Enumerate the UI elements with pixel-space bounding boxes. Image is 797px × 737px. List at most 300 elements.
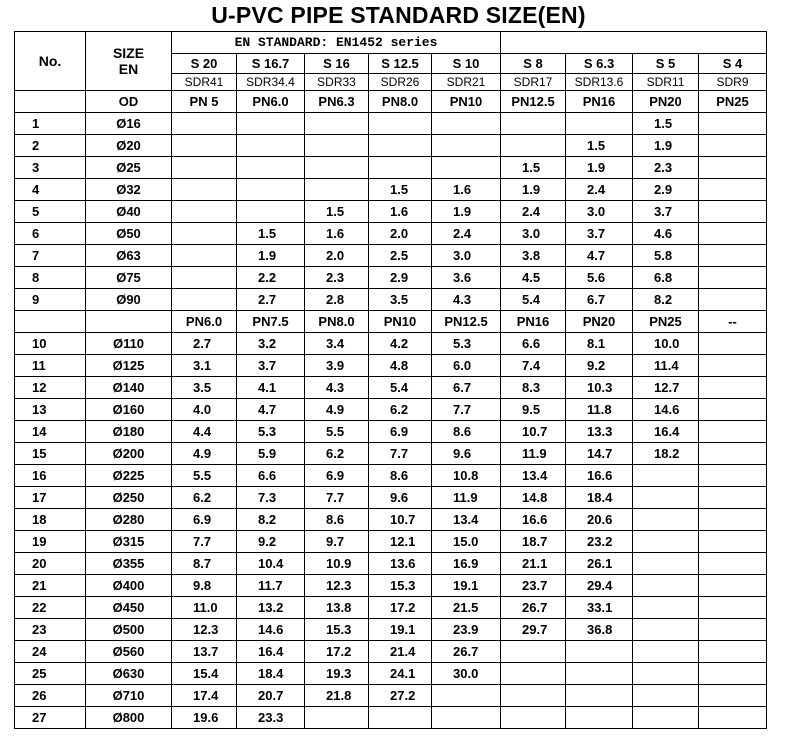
row-number: 7 <box>15 245 86 267</box>
thickness-cell <box>566 113 633 135</box>
thickness-cell <box>699 465 767 487</box>
thickness-cell: 2.0 <box>369 223 432 245</box>
thickness-cell: 15.0 <box>432 531 501 553</box>
thickness-cell: 4.1 <box>237 377 305 399</box>
od-value: Ø140 <box>86 377 172 399</box>
size-header-line1: SIZE <box>112 45 145 61</box>
thickness-cell: 15.3 <box>369 575 432 597</box>
od-value: Ø160 <box>86 399 172 421</box>
od-value: Ø180 <box>86 421 172 443</box>
thickness-cell: 8.1 <box>566 333 633 355</box>
thickness-cell: 18.4 <box>566 487 633 509</box>
thickness-cell: 18.7 <box>501 531 566 553</box>
pn-cell: PN8.0 <box>369 91 432 113</box>
thickness-cell: 10.4 <box>237 553 305 575</box>
thickness-cell: 4.9 <box>305 399 369 421</box>
thickness-cell <box>566 641 633 663</box>
thickness-cell <box>699 179 767 201</box>
thickness-cell: 7.7 <box>432 399 501 421</box>
thickness-cell: 1.9 <box>237 245 305 267</box>
row-number: 19 <box>15 531 86 553</box>
series-header-cell: S 4 <box>699 54 767 74</box>
thickness-cell: 1.9 <box>633 135 699 157</box>
thickness-cell <box>633 641 699 663</box>
thickness-cell: 4.6 <box>633 223 699 245</box>
thickness-cell: 5.6 <box>566 267 633 289</box>
od-value: Ø280 <box>86 509 172 531</box>
thickness-cell <box>699 223 767 245</box>
pn-row-blank <box>15 311 86 333</box>
thickness-cell <box>369 135 432 157</box>
thickness-cell: 4.9 <box>172 443 237 465</box>
thickness-cell <box>432 135 501 157</box>
thickness-cell <box>305 179 369 201</box>
od-value: Ø355 <box>86 553 172 575</box>
thickness-cell: 23.9 <box>432 619 501 641</box>
thickness-cell <box>172 113 237 135</box>
thickness-cell: 3.7 <box>566 223 633 245</box>
thickness-cell <box>699 289 767 311</box>
thickness-cell: 7.3 <box>237 487 305 509</box>
thickness-cell: 3.7 <box>633 201 699 223</box>
thickness-cell <box>305 157 369 179</box>
thickness-cell: 9.2 <box>237 531 305 553</box>
thickness-cell <box>237 179 305 201</box>
table-row <box>15 135 767 157</box>
thickness-cell: 2.7 <box>237 289 305 311</box>
thickness-cell <box>501 685 566 707</box>
thickness-cell: 12.1 <box>369 531 432 553</box>
row-number: 27 <box>15 707 86 729</box>
thickness-cell: 3.0 <box>432 245 501 267</box>
page-title: U-PVC PIPE STANDARD SIZE(EN) <box>211 2 586 28</box>
thickness-cell <box>172 135 237 157</box>
thickness-cell <box>305 707 369 729</box>
thickness-cell <box>432 685 501 707</box>
thickness-cell: 2.9 <box>633 179 699 201</box>
thickness-cell: 2.4 <box>432 223 501 245</box>
thickness-cell: 18.2 <box>633 443 699 465</box>
thickness-cell <box>699 201 767 223</box>
table-row <box>15 113 767 135</box>
pn-cell: PN6.0 <box>237 91 305 113</box>
table-row <box>15 223 767 245</box>
pn-cell: PN16 <box>501 311 566 333</box>
thickness-cell: 11.4 <box>633 355 699 377</box>
thickness-cell: 13.3 <box>566 421 633 443</box>
thickness-cell: 26.7 <box>501 597 566 619</box>
pipe-size-table <box>14 31 767 729</box>
pn-cell: PN25 <box>699 91 767 113</box>
thickness-cell: 3.0 <box>566 201 633 223</box>
row-number: 9 <box>15 289 86 311</box>
thickness-cell <box>633 685 699 707</box>
thickness-cell: 3.4 <box>305 333 369 355</box>
thickness-cell <box>305 135 369 157</box>
thickness-cell: 5.4 <box>501 289 566 311</box>
row-number: 4 <box>15 179 86 201</box>
row-number: 21 <box>15 575 86 597</box>
thickness-cell: 5.3 <box>237 421 305 443</box>
thickness-cell: 13.4 <box>432 509 501 531</box>
thickness-cell <box>699 399 767 421</box>
thickness-cell: 24.1 <box>369 663 432 685</box>
thickness-cell: 17.4 <box>172 685 237 707</box>
thickness-cell: 5.5 <box>172 465 237 487</box>
table-row <box>15 487 767 509</box>
thickness-cell: 9.5 <box>501 399 566 421</box>
thickness-cell: 12.3 <box>172 619 237 641</box>
thickness-cell <box>699 135 767 157</box>
thickness-cell <box>172 223 237 245</box>
od-value: Ø630 <box>86 663 172 685</box>
thickness-cell <box>633 487 699 509</box>
thickness-cell <box>172 179 237 201</box>
thickness-cell: 2.4 <box>501 201 566 223</box>
sdr-header-cell: SDR11 <box>633 74 699 91</box>
series-header-cell: S 16 <box>305 54 369 74</box>
thickness-cell: 16.9 <box>432 553 501 575</box>
thickness-cell: 1.6 <box>305 223 369 245</box>
table-row <box>15 641 767 663</box>
thickness-cell <box>699 113 767 135</box>
pn-cell: PN6.3 <box>305 91 369 113</box>
od-value: Ø20 <box>86 135 172 157</box>
thickness-cell: 2.8 <box>305 289 369 311</box>
sdr-header-cell: SDR13.6 <box>566 74 633 91</box>
thickness-cell: 21.4 <box>369 641 432 663</box>
od-value: Ø800 <box>86 707 172 729</box>
od-value: Ø500 <box>86 619 172 641</box>
sdr-header-cell: SDR34.4 <box>237 74 305 91</box>
thickness-cell: 14.7 <box>566 443 633 465</box>
table-row <box>15 289 767 311</box>
thickness-cell <box>699 487 767 509</box>
size-header-line2: EN <box>118 61 139 77</box>
table-row <box>15 443 767 465</box>
pn-cell: PN25 <box>633 311 699 333</box>
thickness-cell <box>566 685 633 707</box>
thickness-cell <box>699 663 767 685</box>
table-row <box>15 333 767 355</box>
series-header-cell: S 20 <box>172 54 237 74</box>
row-number: 23 <box>15 619 86 641</box>
table-row <box>15 245 767 267</box>
row-number: 25 <box>15 663 86 685</box>
no-header: No. <box>15 32 86 91</box>
od-value: Ø315 <box>86 531 172 553</box>
thickness-cell: 11.7 <box>237 575 305 597</box>
thickness-cell: 9.6 <box>369 487 432 509</box>
table-row <box>15 597 767 619</box>
pn-cell: PN10 <box>369 311 432 333</box>
od-value: Ø250 <box>86 487 172 509</box>
thickness-cell: 26.1 <box>566 553 633 575</box>
thickness-cell: 17.2 <box>369 597 432 619</box>
size-header <box>86 32 172 91</box>
thickness-cell <box>501 707 566 729</box>
thickness-cell <box>699 355 767 377</box>
thickness-cell: 20.7 <box>237 685 305 707</box>
thickness-cell: 23.3 <box>237 707 305 729</box>
pn-header-row-large <box>15 311 767 333</box>
row-number: 15 <box>15 443 86 465</box>
thickness-cell: 13.7 <box>172 641 237 663</box>
table-row <box>15 179 767 201</box>
thickness-cell <box>369 157 432 179</box>
thickness-cell: 4.0 <box>172 399 237 421</box>
thickness-cell <box>699 597 767 619</box>
row-number: 1 <box>15 113 86 135</box>
od-value: Ø75 <box>86 267 172 289</box>
od-value: Ø450 <box>86 597 172 619</box>
row-number: 2 <box>15 135 86 157</box>
row-number: 18 <box>15 509 86 531</box>
thickness-cell: 14.6 <box>237 619 305 641</box>
od-value: Ø40 <box>86 201 172 223</box>
thickness-cell: 9.6 <box>432 443 501 465</box>
thickness-cell: 1.9 <box>566 157 633 179</box>
thickness-cell <box>633 465 699 487</box>
thickness-cell: 12.7 <box>633 377 699 399</box>
thickness-cell <box>699 575 767 597</box>
thickness-cell: 4.3 <box>432 289 501 311</box>
row-number: 24 <box>15 641 86 663</box>
thickness-cell: 8.6 <box>305 509 369 531</box>
row-number: 5 <box>15 201 86 223</box>
row-number: 12 <box>15 377 86 399</box>
thickness-cell: 10.0 <box>633 333 699 355</box>
thickness-cell: 15.4 <box>172 663 237 685</box>
pn-cell: PN8.0 <box>305 311 369 333</box>
table-row <box>15 421 767 443</box>
thickness-cell: 18.4 <box>237 663 305 685</box>
thickness-cell: 2.3 <box>633 157 699 179</box>
thickness-cell <box>237 113 305 135</box>
pn-cell: PN7.5 <box>237 311 305 333</box>
thickness-cell: 3.2 <box>237 333 305 355</box>
table-row <box>15 575 767 597</box>
thickness-cell: 13.2 <box>237 597 305 619</box>
thickness-cell: 4.3 <box>305 377 369 399</box>
row-number: 10 <box>15 333 86 355</box>
thickness-cell <box>699 267 767 289</box>
sdr-header-cell: SDR41 <box>172 74 237 91</box>
thickness-cell <box>699 377 767 399</box>
od-value: Ø50 <box>86 223 172 245</box>
thickness-cell: 15.3 <box>305 619 369 641</box>
thickness-cell <box>633 597 699 619</box>
od-value: Ø400 <box>86 575 172 597</box>
thickness-cell <box>501 113 566 135</box>
thickness-cell: 13.8 <box>305 597 369 619</box>
sdr-header-cell: SDR17 <box>501 74 566 91</box>
thickness-cell: 2.3 <box>305 267 369 289</box>
sdr-header-cell: SDR9 <box>699 74 767 91</box>
thickness-cell: 16.6 <box>566 465 633 487</box>
thickness-cell <box>699 685 767 707</box>
thickness-cell: 9.2 <box>566 355 633 377</box>
thickness-cell <box>566 663 633 685</box>
thickness-cell: 10.8 <box>432 465 501 487</box>
table-row <box>15 377 767 399</box>
thickness-cell <box>432 113 501 135</box>
thickness-cell: 6.8 <box>633 267 699 289</box>
thickness-cell: 10.3 <box>566 377 633 399</box>
pn-cell: PN20 <box>566 311 633 333</box>
thickness-cell <box>699 707 767 729</box>
pn-cell: PN12.5 <box>501 91 566 113</box>
thickness-cell: 6.0 <box>432 355 501 377</box>
thickness-cell: 3.0 <box>501 223 566 245</box>
thickness-cell: 5.5 <box>305 421 369 443</box>
thickness-cell <box>699 333 767 355</box>
thickness-cell <box>699 509 767 531</box>
series-header-cell: S 5 <box>633 54 699 74</box>
thickness-cell: 6.9 <box>305 465 369 487</box>
thickness-cell: 2.7 <box>172 333 237 355</box>
thickness-cell: 21.5 <box>432 597 501 619</box>
thickness-cell: 9.7 <box>305 531 369 553</box>
thickness-cell: 3.5 <box>369 289 432 311</box>
od-value: Ø32 <box>86 179 172 201</box>
thickness-cell: 6.2 <box>369 399 432 421</box>
thickness-cell: 29.7 <box>501 619 566 641</box>
thickness-cell: 26.7 <box>432 641 501 663</box>
thickness-cell <box>237 201 305 223</box>
pn-cell: PN 5 <box>172 91 237 113</box>
row-number: 22 <box>15 597 86 619</box>
thickness-cell <box>699 641 767 663</box>
thickness-cell <box>633 707 699 729</box>
thickness-cell: 23.2 <box>566 531 633 553</box>
od-label <box>86 311 172 333</box>
thickness-cell: 7.7 <box>305 487 369 509</box>
thickness-cell: 1.5 <box>305 201 369 223</box>
thickness-cell <box>172 157 237 179</box>
thickness-cell: 5.8 <box>633 245 699 267</box>
thickness-cell: 3.7 <box>237 355 305 377</box>
table-row <box>15 355 767 377</box>
thickness-cell: 8.7 <box>172 553 237 575</box>
thickness-cell: 6.6 <box>237 465 305 487</box>
thickness-cell <box>699 531 767 553</box>
table-row <box>15 619 767 641</box>
sdr-header-cell: SDR21 <box>432 74 501 91</box>
thickness-cell: 5.3 <box>432 333 501 355</box>
row-number: 20 <box>15 553 86 575</box>
thickness-cell: 10.7 <box>501 421 566 443</box>
thickness-cell: 4.8 <box>369 355 432 377</box>
table-row <box>15 465 767 487</box>
thickness-cell: 10.9 <box>305 553 369 575</box>
thickness-cell <box>501 641 566 663</box>
table-row <box>15 553 767 575</box>
thickness-cell: 16.4 <box>237 641 305 663</box>
thickness-cell <box>699 553 767 575</box>
thickness-cell: 13.4 <box>501 465 566 487</box>
series-header-cell: S 10 <box>432 54 501 74</box>
row-number: 8 <box>15 267 86 289</box>
thickness-cell: 5.4 <box>369 377 432 399</box>
table-row <box>15 201 767 223</box>
thickness-cell: 10.7 <box>369 509 432 531</box>
standard-header: EN STANDARD: EN1452 series <box>172 32 501 54</box>
thickness-cell: 23.7 <box>501 575 566 597</box>
od-value: Ø225 <box>86 465 172 487</box>
thickness-cell <box>566 707 633 729</box>
row-number: 6 <box>15 223 86 245</box>
od-value: Ø90 <box>86 289 172 311</box>
thickness-cell: 9.8 <box>172 575 237 597</box>
thickness-cell: 4.7 <box>237 399 305 421</box>
table-row <box>15 531 767 553</box>
thickness-cell: 3.9 <box>305 355 369 377</box>
od-value: Ø200 <box>86 443 172 465</box>
thickness-cell <box>172 245 237 267</box>
thickness-cell <box>172 289 237 311</box>
thickness-cell: 14.8 <box>501 487 566 509</box>
thickness-cell: 6.9 <box>172 509 237 531</box>
thickness-cell: 6.2 <box>305 443 369 465</box>
thickness-cell: 1.9 <box>432 201 501 223</box>
table-row <box>15 267 767 289</box>
thickness-cell: 3.8 <box>501 245 566 267</box>
od-value: Ø710 <box>86 685 172 707</box>
thickness-cell <box>501 135 566 157</box>
table-row <box>15 157 767 179</box>
thickness-cell: 6.7 <box>432 377 501 399</box>
thickness-cell: 29.4 <box>566 575 633 597</box>
od-value: Ø25 <box>86 157 172 179</box>
row-number: 26 <box>15 685 86 707</box>
thickness-cell: 13.6 <box>369 553 432 575</box>
thickness-cell: 30.0 <box>432 663 501 685</box>
table-row <box>15 707 767 729</box>
thickness-cell: 1.6 <box>432 179 501 201</box>
thickness-cell <box>172 201 237 223</box>
table-row <box>15 399 767 421</box>
thickness-cell <box>633 553 699 575</box>
thickness-cell: 2.0 <box>305 245 369 267</box>
thickness-cell: 27.2 <box>369 685 432 707</box>
thickness-cell: 7.7 <box>172 531 237 553</box>
thickness-cell: 21.8 <box>305 685 369 707</box>
thickness-cell: 33.1 <box>566 597 633 619</box>
thickness-cell: 1.9 <box>501 179 566 201</box>
od-value: Ø63 <box>86 245 172 267</box>
thickness-cell <box>633 509 699 531</box>
pn-cell: PN20 <box>633 91 699 113</box>
thickness-cell <box>699 619 767 641</box>
series-header-cell: S 6.3 <box>566 54 633 74</box>
thickness-cell: 11.9 <box>501 443 566 465</box>
thickness-cell: 8.6 <box>369 465 432 487</box>
row-number: 16 <box>15 465 86 487</box>
table-body <box>15 32 767 729</box>
thickness-cell: 8.6 <box>432 421 501 443</box>
thickness-cell: 2.5 <box>369 245 432 267</box>
thickness-cell: 6.2 <box>172 487 237 509</box>
thickness-cell <box>633 619 699 641</box>
od-label: OD <box>86 91 172 113</box>
od-value: Ø16 <box>86 113 172 135</box>
thickness-cell: 1.5 <box>369 179 432 201</box>
thickness-cell: 5.9 <box>237 443 305 465</box>
thickness-cell: 6.6 <box>501 333 566 355</box>
table-row <box>15 663 767 685</box>
thickness-cell: 1.5 <box>566 135 633 157</box>
